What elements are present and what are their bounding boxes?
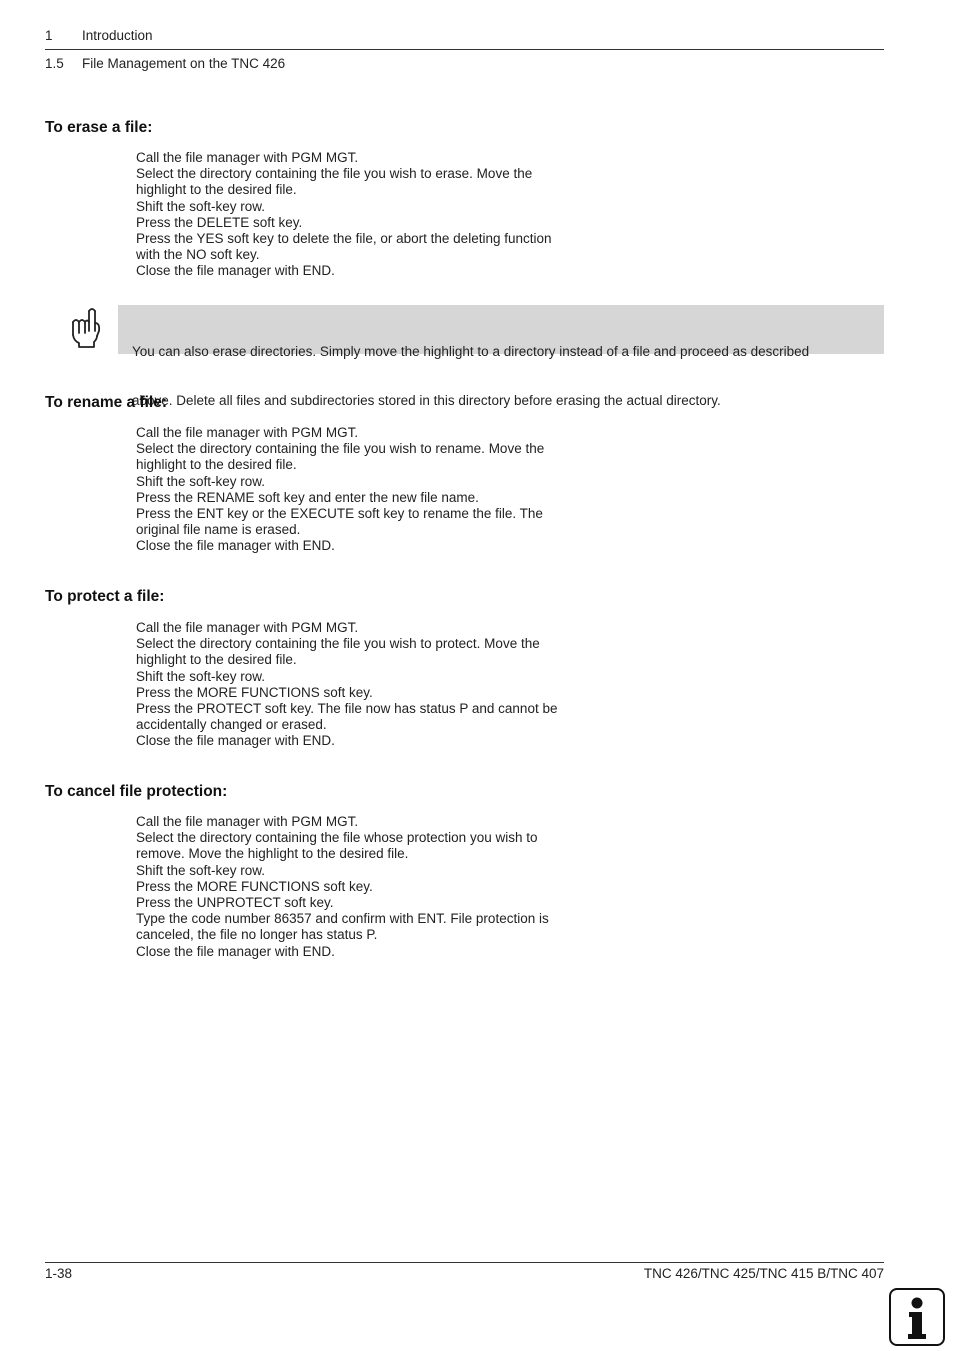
step-line: Type the code number 86357 and confirm with ENT. File protection is [136, 911, 549, 927]
step-line: Call the file manager with PGM MGT. [136, 620, 359, 635]
steps-rename [136, 425, 606, 555]
section-title: File Management on the TNC 426 [82, 56, 286, 71]
step-line: Press the UNPROTECT soft key. [136, 895, 334, 911]
note-line: above. Delete all files and subdirectories stored in this directory before erasing the actual directory. [132, 393, 721, 409]
chapter-title: Introduction [82, 28, 153, 43]
note-line: You can also erase directories. Simply move the highlight to a directory instead of a file and proceed as described [132, 344, 810, 360]
step-line: Call the file manager with PGM MGT. [136, 814, 359, 829]
step-line: Press the PROTECT soft key. The file now has status P and cannot be [136, 701, 558, 717]
note-box [118, 305, 884, 409]
step-line: Press the MORE FUNCTIONS soft key. [136, 684, 373, 700]
step-line: Close the file manager with END. [136, 733, 335, 749]
step-line: Call the file manager with PGM MGT. [136, 150, 359, 165]
step-line: Shift the soft-key row. [136, 473, 266, 489]
step-line: Select the directory containing the file you wish to rename. Move the [136, 441, 545, 457]
step-line: Close the file manager with END. [136, 943, 335, 959]
step-line: original file name is erased. [136, 522, 301, 538]
step-line: Call the file manager with PGM MGT. [136, 425, 359, 440]
step-line: Shift the soft-key row. [136, 668, 266, 684]
step-line: Press the YES soft key to delete the file, or abort the deleting function [136, 231, 552, 247]
section-heading-cancel-protection: To cancel file protection: [45, 783, 228, 800]
section-heading-protect: To protect a file: [45, 588, 165, 605]
step-line: remove. Move the highlight to the desired file. [136, 846, 409, 862]
steps-protect [136, 620, 606, 750]
step-line: canceled, the file no longer has status P. [136, 927, 378, 943]
step-line: Close the file manager with END. [136, 263, 335, 279]
product-name: TNC 426/TNC 425/TNC 415 B/TNC 407 [643, 1266, 884, 1281]
step-line: Shift the soft-key row. [136, 862, 266, 878]
steps-erase [136, 150, 606, 280]
info-icon [889, 1288, 945, 1346]
step-line: Press the RENAME soft key and enter the new file name. [136, 489, 479, 505]
header-rule [45, 49, 884, 50]
section-heading-erase: To erase a file: [45, 119, 153, 136]
info-glyph [891, 1290, 943, 1344]
step-line: Press the MORE FUNCTIONS soft key. [136, 878, 373, 894]
section-number: 1.5 [45, 56, 64, 71]
step-line: Select the directory containing the file whose protection you wish to [136, 830, 538, 846]
step-line: Select the directory containing the file you wish to protect. Move the [136, 636, 540, 652]
step-line: Close the file manager with END. [136, 538, 335, 554]
steps-cancel-protection [136, 814, 606, 960]
step-line: Press the ENT key or the EXECUTE soft key to rename the file. The [136, 506, 543, 522]
step-line: highlight to the desired file. [136, 457, 297, 473]
step-line: highlight to the desired file. [136, 652, 297, 668]
step-line: with the NO soft key. [136, 247, 260, 263]
step-line: accidentally changed or erased. [136, 717, 327, 733]
chapter-number: 1 [45, 28, 53, 43]
footer-rule [45, 1262, 884, 1263]
note-text [132, 312, 809, 442]
step-line: Press the DELETE soft key. [136, 214, 303, 230]
step-line: Shift the soft-key row. [136, 198, 266, 214]
step-line: highlight to the desired file. [136, 182, 297, 198]
pointing-hand-icon [66, 305, 102, 349]
section-heading-rename: To rename a file: [45, 394, 168, 411]
page-number: 1-38 [45, 1266, 73, 1281]
step-line: Select the directory containing the file you wish to erase. Move the [136, 166, 533, 182]
